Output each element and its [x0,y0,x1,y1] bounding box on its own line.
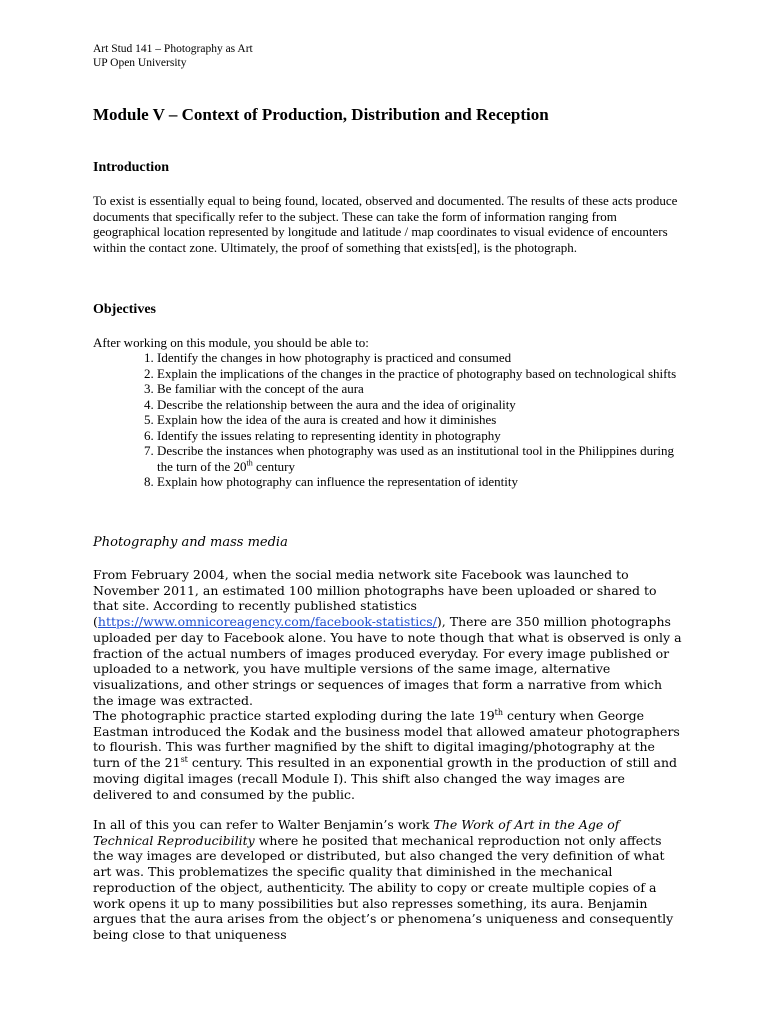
p1-text-end: ), There are 350 million photographs uploaded per day to Facebook alone. You have to note though that what is observed is only a fraction of the actual numbers of images produced everyday. For every image published or uploaded to a network, you have multiple versions of the same image, alternative visualizations, and other strings or sequences of images that form a narrative from which the image was extracted. [93,614,682,708]
objective-item: 4. Describe the relationship between the aura and the idea of originality [157,397,687,413]
module-title: Module V – Context of Production, Distribution and Reception [93,105,549,124]
objective-item-7-text: Describe the instances when photography was used as an institutional tool in the Philippines during the turn of the 20 [157,443,675,474]
course-name: Art Stud 141 – Photography as Art [93,43,253,55]
objective-item: 5. Explain how the idea of the aura is created and how it diminishes [157,412,687,428]
mass-media-subheading: Photography and mass media [93,535,288,550]
superscript-th: th [246,458,253,468]
statistics-link[interactable]: https://www.omnicoreagency.com/facebook-statistics/ [97,614,437,630]
university-name: UP Open University [93,57,187,69]
objective-item-7-end: century [252,458,296,474]
p2-text-c: century. This resulted in an exponential growth in the production of still and moving digital images (recall Module I). This shift also changed the way images are delivered to and consumed by the public. [93,755,678,802]
objective-item: 6. Identify the issues relating to representing identity in photography [157,428,687,444]
objective-item: 2. Explain the implications of the changes in the practice of photography based on technological shifts [157,366,687,382]
p3-text-a: In all of this you can refer to Walter Benjamin’s work [93,817,434,832]
superscript-th: th [494,707,504,717]
objective-item: 3. Be familiar with the concept of the aura [157,381,687,397]
superscript-st: st [180,754,188,764]
p1-text-start: From February 2004, when the social media network site Facebook was launched to November 2011, an estimated 100 million photographs have been uploaded or shared to that site. According to recently published statistics ( [93,567,657,630]
objective-item: 8. Explain how photography can influence the representation of identity [157,474,687,490]
objectives-lead: After working on this module, you should be able to: [93,335,369,350]
introduction-heading: Introduction [93,160,169,175]
mass-media-paragraph-2 [93,708,683,802]
p2-text-a: The photographic practice started exploding during the late 19 [93,708,495,723]
page-header [93,42,253,70]
mass-media-paragraph-1 [93,567,683,708]
p2-text-b: century when George Eastman introduced the Kodak and the business model that allowed amateur photographers to flourish. This was further magnified by the shift to digital imaging/photography at the turn of the 21 [93,708,680,771]
benjamin-work-title: The Work of Art in the Age of Technical Reproducibility [93,817,620,848]
objective-item [157,443,687,474]
objectives-heading: Objectives [93,302,156,317]
objectives-list [93,350,687,490]
p3-text-b: where he posited that mechanical reproduction not only affects the way images are developed or distributed, but also changed the very definition of what art was. This problematizes the specific quality that diminished in the mechanical reproduction of the object, authenticity. The ability to copy or create multiple copies of a work opens it up to many possibilities but also represses something, its aura. Benjamin argues that the aura arises from the object’s or phenomena’s uniqueness and consequently being close to that uniqueness [93,832,674,942]
introduction-text: To exist is essentially equal to being found, located, observed and documented. The results of these acts produce documents that specifically refer to the subject. These can take the form of information ranging from geographical location represented by longitude and latitude / map coordinates to visual evidence of encounters within the contact zone. Ultimately, the proof of something that exists[ed], is the photograph. [93,193,678,255]
mass-media-paragraph-3 [93,817,683,943]
objective-item: 1. Identify the changes in how photography is practiced and consumed [157,350,687,366]
